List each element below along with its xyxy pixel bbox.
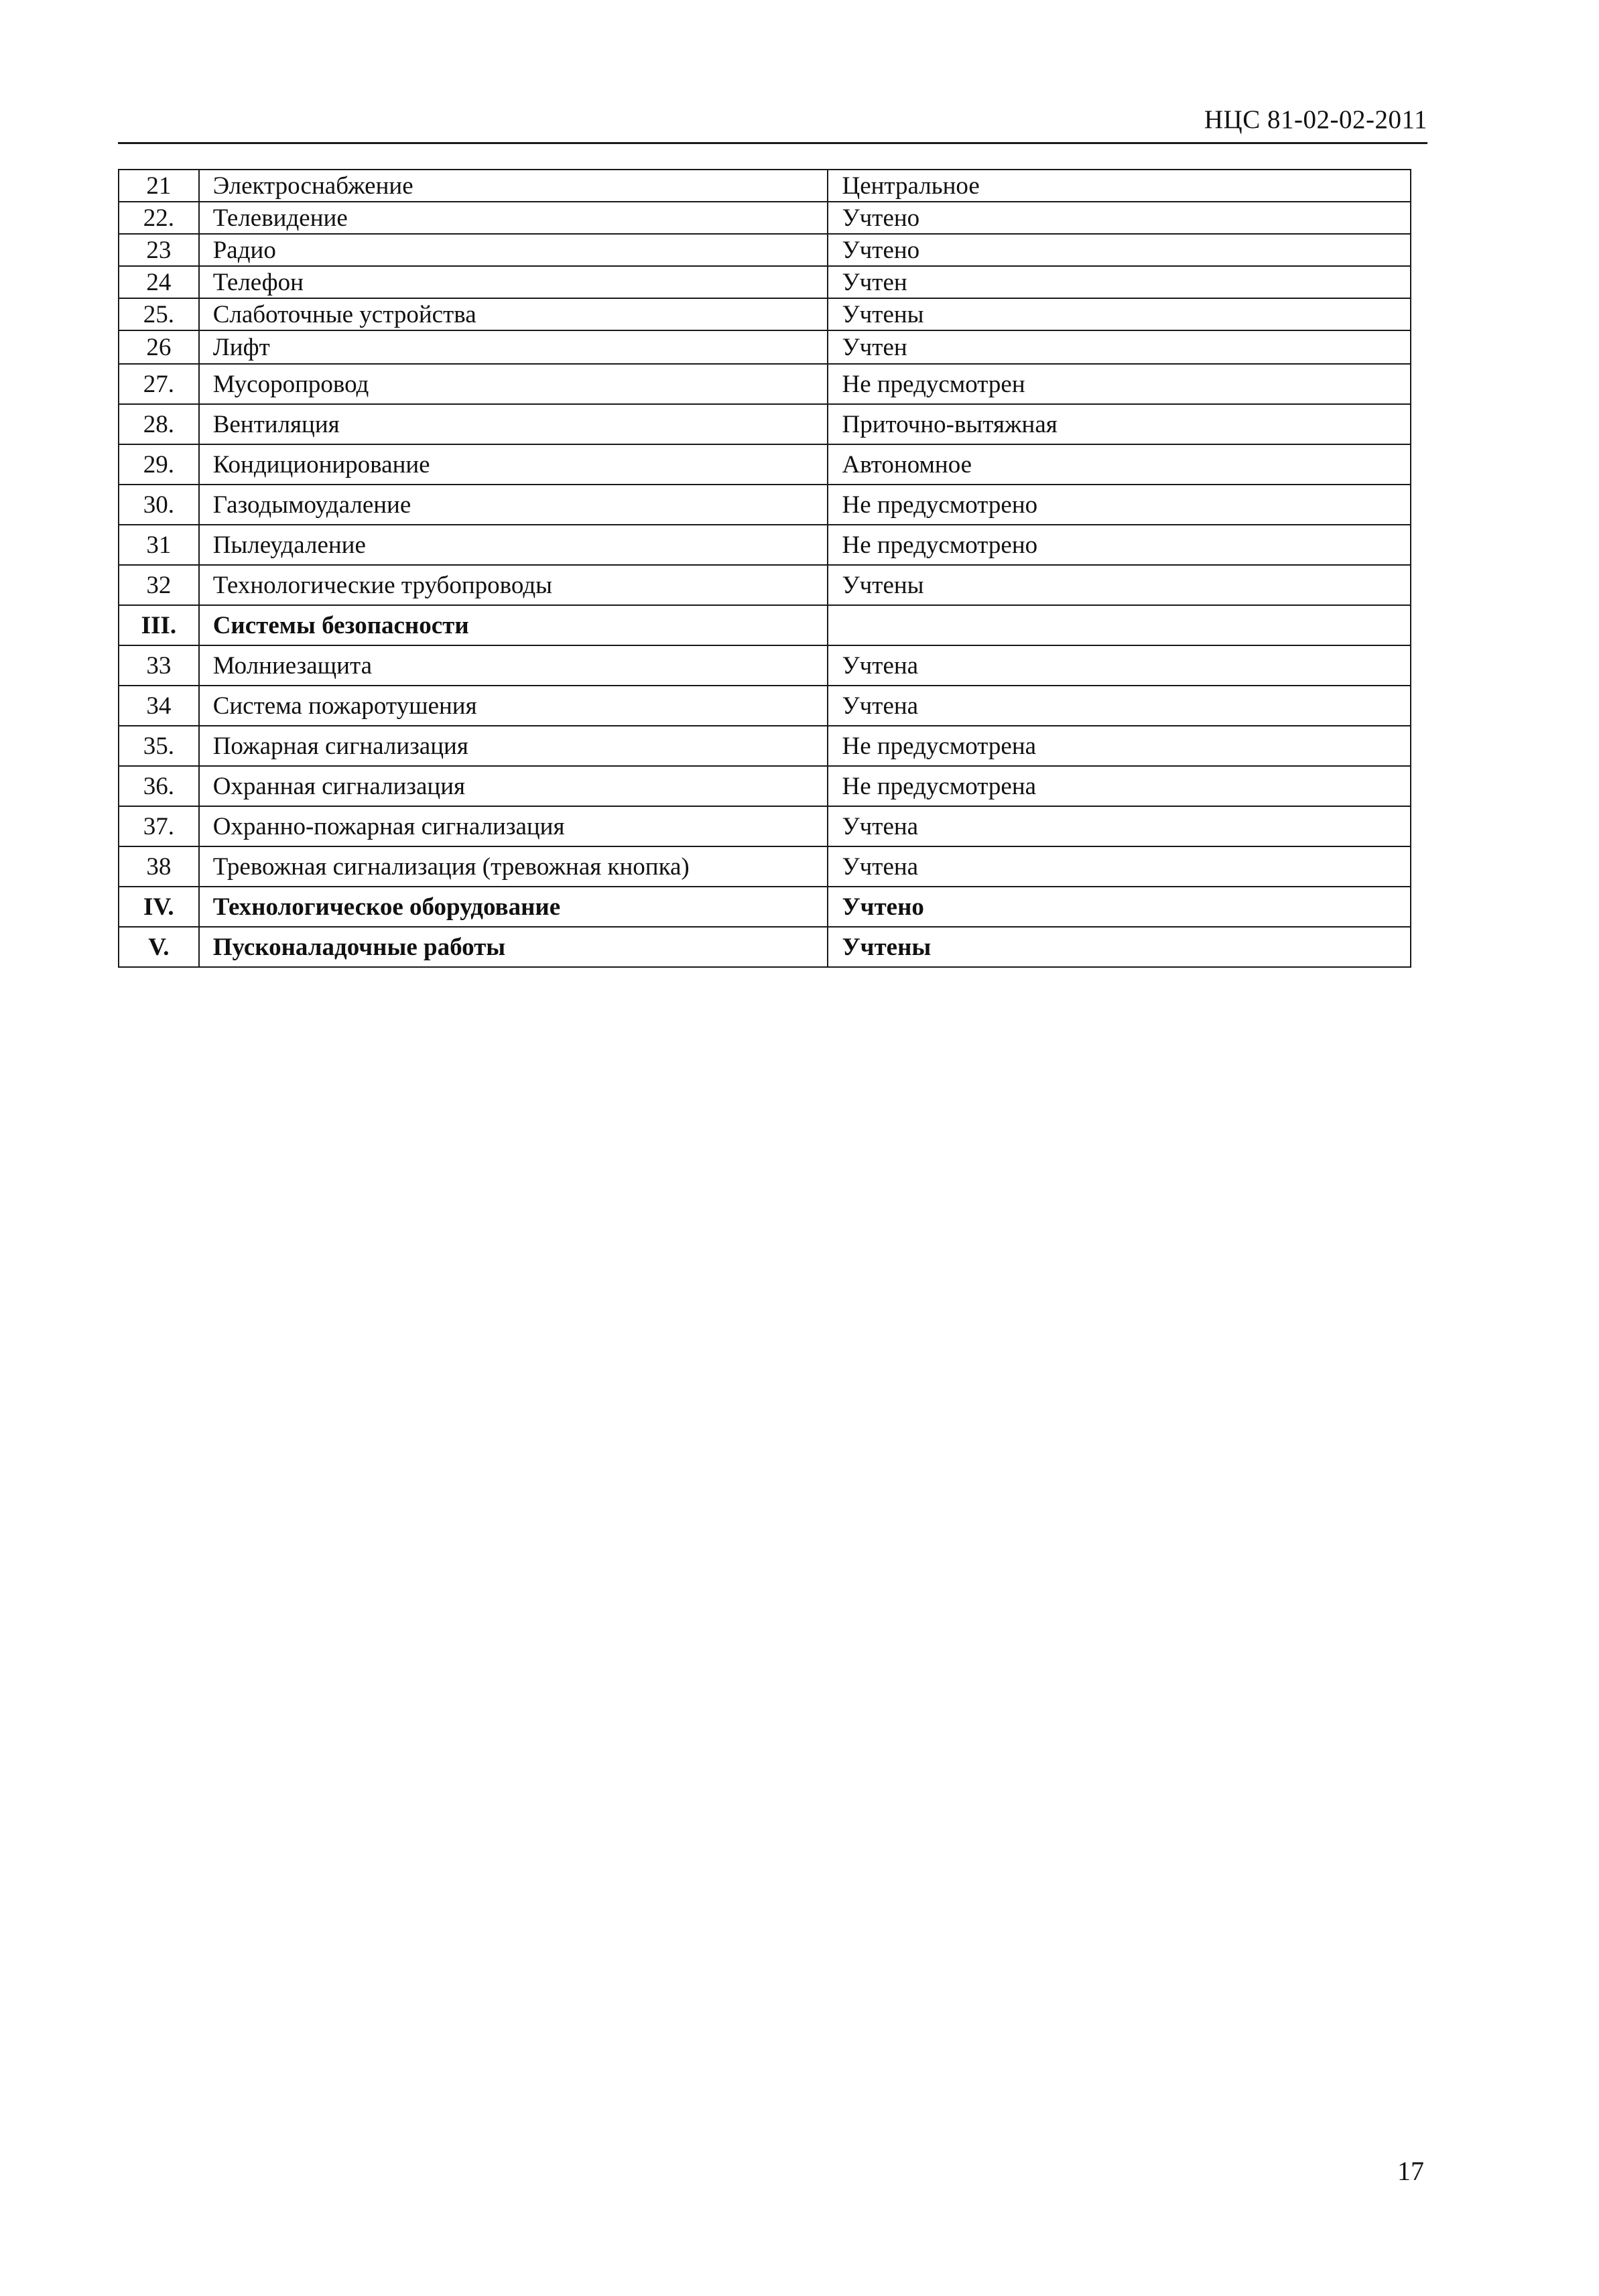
section-number: III. <box>119 605 199 645</box>
row-number: 23 <box>119 234 199 266</box>
row-name: Вентиляция <box>199 404 828 444</box>
row-value: Не предусмотрено <box>828 525 1411 565</box>
row-number: 24 <box>119 266 199 298</box>
page-number: 17 <box>1397 2156 1424 2186</box>
table-row <box>119 766 1411 806</box>
row-number: 26 <box>119 330 199 364</box>
table-row <box>119 444 1411 485</box>
row-number: 22. <box>119 202 199 234</box>
row-name: Телефон <box>199 266 828 298</box>
row-name: Слаботочные устройства <box>199 298 828 330</box>
specification-table-body <box>119 170 1411 967</box>
row-name: Электроснабжение <box>199 170 828 202</box>
row-value: Центральное <box>828 170 1411 202</box>
row-number: 28. <box>119 404 199 444</box>
row-value: Учтено <box>828 234 1411 266</box>
row-value: Не предусмотрено <box>828 485 1411 525</box>
row-name: Пылеудаление <box>199 525 828 565</box>
row-number: 31 <box>119 525 199 565</box>
section-value: Учтены <box>828 927 1411 967</box>
page-header <box>118 101 1427 144</box>
section-title: Системы безопасности <box>199 605 828 645</box>
row-name: Охранная сигнализация <box>199 766 828 806</box>
table-row <box>119 364 1411 404</box>
table-row <box>119 330 1411 364</box>
row-value: Учтены <box>828 565 1411 605</box>
row-value: Учтена <box>828 686 1411 726</box>
table-row <box>119 404 1411 444</box>
row-value: Не предусмотрена <box>828 766 1411 806</box>
row-value: Учтен <box>828 266 1411 298</box>
row-value: Учтено <box>828 202 1411 234</box>
row-number: 25. <box>119 298 199 330</box>
row-value: Учтена <box>828 846 1411 887</box>
row-name: Газодымоудаление <box>199 485 828 525</box>
table-row <box>119 202 1411 234</box>
row-value: Учтена <box>828 645 1411 686</box>
row-value: Учтена <box>828 806 1411 846</box>
table-row <box>119 846 1411 887</box>
row-name: Система пожаротушения <box>199 686 828 726</box>
section-row <box>119 927 1411 967</box>
section-value <box>828 605 1411 645</box>
row-name: Технологические трубопроводы <box>199 565 828 605</box>
row-number: 21 <box>119 170 199 202</box>
specification-table <box>118 169 1411 968</box>
row-number: 38 <box>119 846 199 887</box>
section-number: IV. <box>119 887 199 927</box>
row-number: 36. <box>119 766 199 806</box>
section-row <box>119 605 1411 645</box>
row-value: Учтен <box>828 330 1411 364</box>
table-row <box>119 485 1411 525</box>
row-name: Охранно-пожарная сигнализация <box>199 806 828 846</box>
section-title: Технологическое оборудование <box>199 887 828 927</box>
row-name: Мусоропровод <box>199 364 828 404</box>
row-value: Автономное <box>828 444 1411 485</box>
row-number: 34 <box>119 686 199 726</box>
table-row <box>119 726 1411 766</box>
section-title: Пусконаладочные работы <box>199 927 828 967</box>
row-name: Телевидение <box>199 202 828 234</box>
table-row <box>119 645 1411 686</box>
row-number: 33 <box>119 645 199 686</box>
table-row <box>119 806 1411 846</box>
row-number: 37. <box>119 806 199 846</box>
table-row <box>119 686 1411 726</box>
section-value: Учтено <box>828 887 1411 927</box>
row-number: 27. <box>119 364 199 404</box>
section-number: V. <box>119 927 199 967</box>
row-number: 29. <box>119 444 199 485</box>
section-row <box>119 887 1411 927</box>
row-name: Молниезащита <box>199 645 828 686</box>
row-name: Кондиционирование <box>199 444 828 485</box>
row-number: 35. <box>119 726 199 766</box>
table-row <box>119 170 1411 202</box>
row-name: Тревожная сигнализация (тревожная кнопка) <box>199 846 828 887</box>
row-value: Не предусмотрена <box>828 726 1411 766</box>
table-row <box>119 266 1411 298</box>
table-row <box>119 234 1411 266</box>
row-number: 30. <box>119 485 199 525</box>
row-number: 32 <box>119 565 199 605</box>
row-value: Не предусмотрен <box>828 364 1411 404</box>
row-value: Учтены <box>828 298 1411 330</box>
table-row <box>119 565 1411 605</box>
row-name: Пожарная сигнализация <box>199 726 828 766</box>
row-value: Приточно-вытяжная <box>828 404 1411 444</box>
row-name: Радио <box>199 234 828 266</box>
table-row <box>119 525 1411 565</box>
table-row <box>119 298 1411 330</box>
document-code: НЦС 81-02-02-2011 <box>1204 105 1427 134</box>
row-name: Лифт <box>199 330 828 364</box>
